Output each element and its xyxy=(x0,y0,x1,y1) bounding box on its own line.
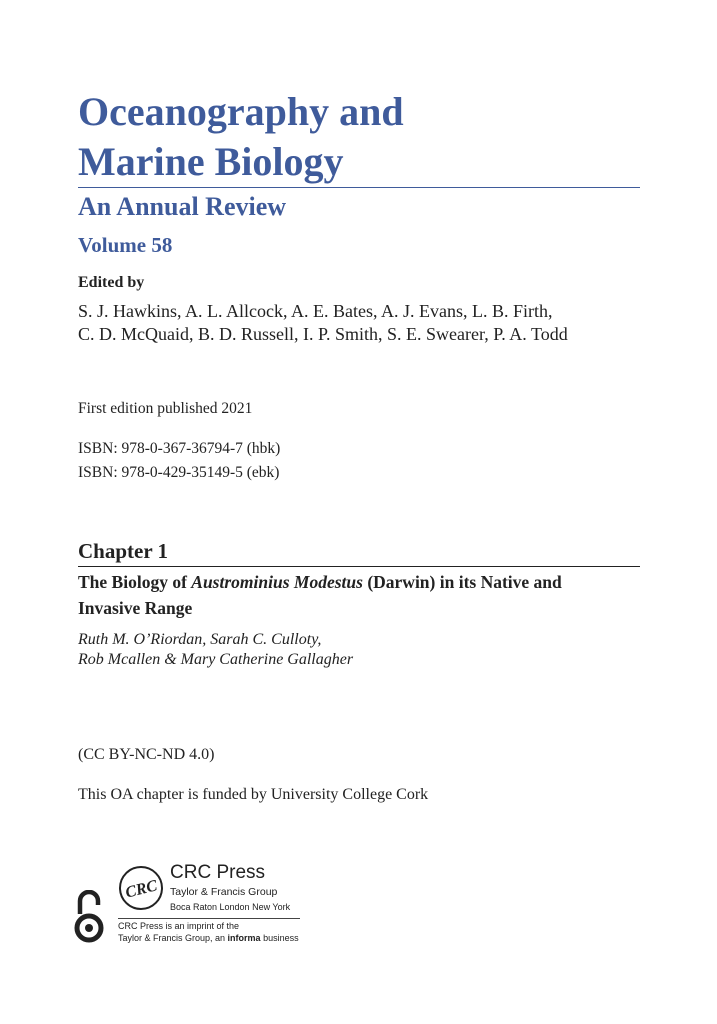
chapter-label: Chapter 1 xyxy=(78,539,169,563)
book-title-line2: Marine Biology xyxy=(78,139,344,184)
imprint-prefix: Taylor & Francis Group, an xyxy=(118,933,228,943)
chapter-title-part2: (Darwin) in its Native and xyxy=(362,572,562,592)
publisher-group: Taylor & Francis Group xyxy=(170,886,278,898)
publisher-name: CRC Press xyxy=(170,862,266,883)
edited-by-label: Edited by xyxy=(78,274,145,291)
isbn-hbk: ISBN: 978-0-367-36794-7 (hbk) xyxy=(78,440,281,457)
license-text: (CC BY-NC-ND 4.0) xyxy=(78,746,215,763)
isbn-ebk: ISBN: 978-0-429-35149-5 (ebk) xyxy=(78,464,280,481)
crc-logo xyxy=(118,865,164,911)
funding-text: This OA chapter is funded by University College Cork xyxy=(78,786,429,803)
editors-line2: C. D. McQuaid, B. D. Russell, I. P. Smith, S. E. Swearer, P. A. Todd xyxy=(78,324,568,344)
title-divider xyxy=(78,187,640,188)
open-access-icon xyxy=(74,890,104,944)
chapter-title-line2: Invasive Range xyxy=(78,598,193,618)
informa-brand: informa xyxy=(227,933,261,943)
publisher-divider xyxy=(118,918,300,919)
imprint-line1: CRC Press is an imprint of the xyxy=(118,921,240,931)
volume-number: Volume 58 xyxy=(78,233,173,257)
chapter-title-part1: The Biology of xyxy=(78,572,192,592)
chapter-authors-line1: Ruth M. O’Riordan, Sarah C. Culloty, xyxy=(78,631,322,648)
publisher-cities: Boca Raton London New York xyxy=(170,902,291,912)
first-edition-text: First edition published 2021 xyxy=(78,400,253,417)
editors-line1: S. J. Hawkins, A. L. Allcock, A. E. Bates, A. J. Evans, L. B. Firth, xyxy=(78,301,553,321)
imprint-suffix: business xyxy=(260,933,299,943)
chapter-title-species: Austrominius Modestus xyxy=(191,572,363,592)
imprint-line2 xyxy=(118,933,299,943)
book-subtitle: An Annual Review xyxy=(78,192,287,221)
crc-logo-text: CRC xyxy=(123,877,159,902)
chapter-title-line1 xyxy=(78,572,562,593)
chapter-divider xyxy=(78,566,640,567)
chapter-authors-line2: Rob Mcallen & Mary Catherine Gallagher xyxy=(78,651,354,668)
book-title-line1: Oceanography and xyxy=(78,89,404,134)
